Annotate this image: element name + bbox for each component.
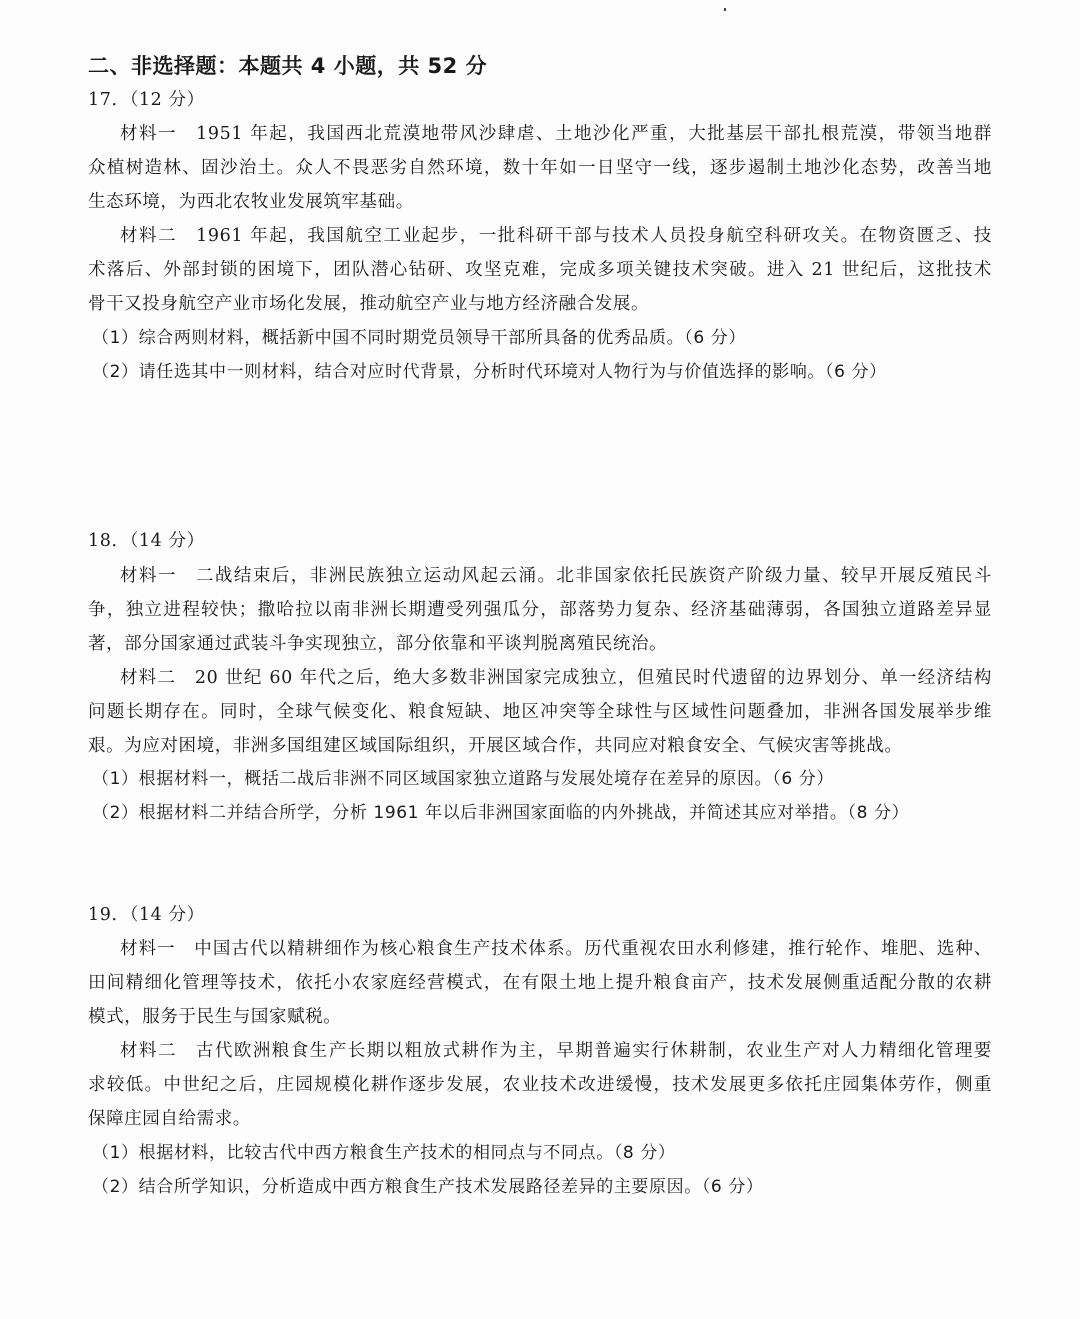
q19-material1-line1: 材料一 中国古代以精耕细作为核心粮食生产技术体系。历代重视农田水利修建，推行轮作、堆肥、选种、	[120, 939, 992, 959]
q19-material1-line3: 模式，服务于民生与国家赋税。	[88, 1007, 342, 1027]
q18-subquestion-2: （2）根据材料二并结合所学，分析 1961 年以后非洲国家面临的内外挑战，并简述其应对举措。（8 分）	[92, 803, 910, 823]
q17-material2-line1: 材料二 1961 年起，我国航空工业起步，一批科研干部与技术人员投身航空科研攻关。在物资匮乏、技	[120, 226, 992, 246]
q18-material2-line2: 问题长期存在。同时，全球气候变化、粮食短缺、地区冲突等全球性与区域性问题叠加，非洲各国发展举步维	[88, 702, 992, 722]
scan-speck	[724, 8, 726, 11]
question-17-number: 17．（12 分）	[88, 90, 205, 110]
q17-material2-line3: 骨干又投身航空产业市场化发展，推动航空产业与地方经济融合发展。	[88, 294, 650, 314]
question-19-number: 19．（14 分）	[88, 905, 205, 925]
section-title: 二、非选择题：本题共 4 小题，共 52 分	[88, 54, 488, 78]
q17-subquestion-2: （2）请任选其中一则材料，结合对应时代背景，分析时代环境对人物行为与价值选择的影响。（6 分）	[92, 362, 887, 382]
q18-subquestion-1: （1）根据材料一，概括二战后非洲不同区域国家独立道路与发展处境存在差异的原因。（6 分）	[92, 769, 834, 789]
q17-material1-line3: 生态环境，为西北农牧业发展筑牢基础。	[88, 192, 414, 212]
q18-material1-line3: 著，部分国家通过武装斗争实现独立，部分依靠和平谈判脱离殖民统治。	[88, 634, 668, 654]
q17-material1-line1: 材料一 1951 年起，我国西北荒漠地带风沙肆虐、土地沙化严重，大批基层干部扎根荒漠，带领当地群	[120, 124, 992, 144]
q19-material2-line1: 材料二 古代欧洲粮食生产长期以粗放式耕作为主，早期普遍实行休耕制，农业生产对人力精细化管理要	[120, 1041, 992, 1061]
question-18-number: 18．（14 分）	[88, 531, 205, 551]
q19-material2-line2: 求较低。中世纪之后，庄园规模化耕作逐步发展，农业技术改进缓慢，技术发展更多依托庄园集体劳作，侧重	[88, 1075, 992, 1095]
q19-subquestion-1: （1）根据材料，比较古代中西方粮食生产技术的相同点与不同点。（8 分）	[92, 1143, 676, 1163]
q19-material2-line3: 保障庄园自给需求。	[88, 1109, 251, 1129]
q17-material2-line2: 术落后、外部封锁的困境下，团队潜心钻研、攻坚克难，完成多项关键技术突破。进入 21 世纪后，这批技术	[88, 260, 992, 280]
q17-subquestion-1: （1）综合两则材料，概括新中国不同时期党员领导干部所具备的优秀品质。（6 分）	[92, 328, 746, 348]
q18-material2-line3: 艰。为应对困境，非洲多国组建区域国际组织，开展区域合作，共同应对粮食安全、气候灾害等挑战。	[88, 736, 903, 756]
q18-material1-line1: 材料一 二战结束后，非洲民族独立运动风起云涌。北非国家依托民族资产阶级力量、较早开展反殖民斗	[120, 566, 992, 586]
q19-subquestion-2: （2）结合所学知识，分析造成中西方粮食生产技术发展路径差异的主要原因。（6 分）	[92, 1177, 764, 1197]
q17-material1-line2: 众植树造林、固沙治土。众人不畏恶劣自然环境，数十年如一日坚守一线，逐步遏制土地沙化态势，改善当地	[88, 158, 992, 178]
q18-material2-line1: 材料二 20 世纪 60 年代之后，绝大多数非洲国家完成独立，但殖民时代遗留的边界划分、单一经济结构	[120, 668, 992, 688]
q19-material1-line2: 田间精细化管理等技术，依托小农家庭经营模式，在有限土地上提升粮食亩产，技术发展侧重适配分散的农耕	[88, 973, 992, 993]
q18-material1-line2: 争，独立进程较快；撒哈拉以南非洲长期遭受列强瓜分，部落势力复杂、经济基础薄弱，各国独立道路差异显	[88, 600, 992, 620]
